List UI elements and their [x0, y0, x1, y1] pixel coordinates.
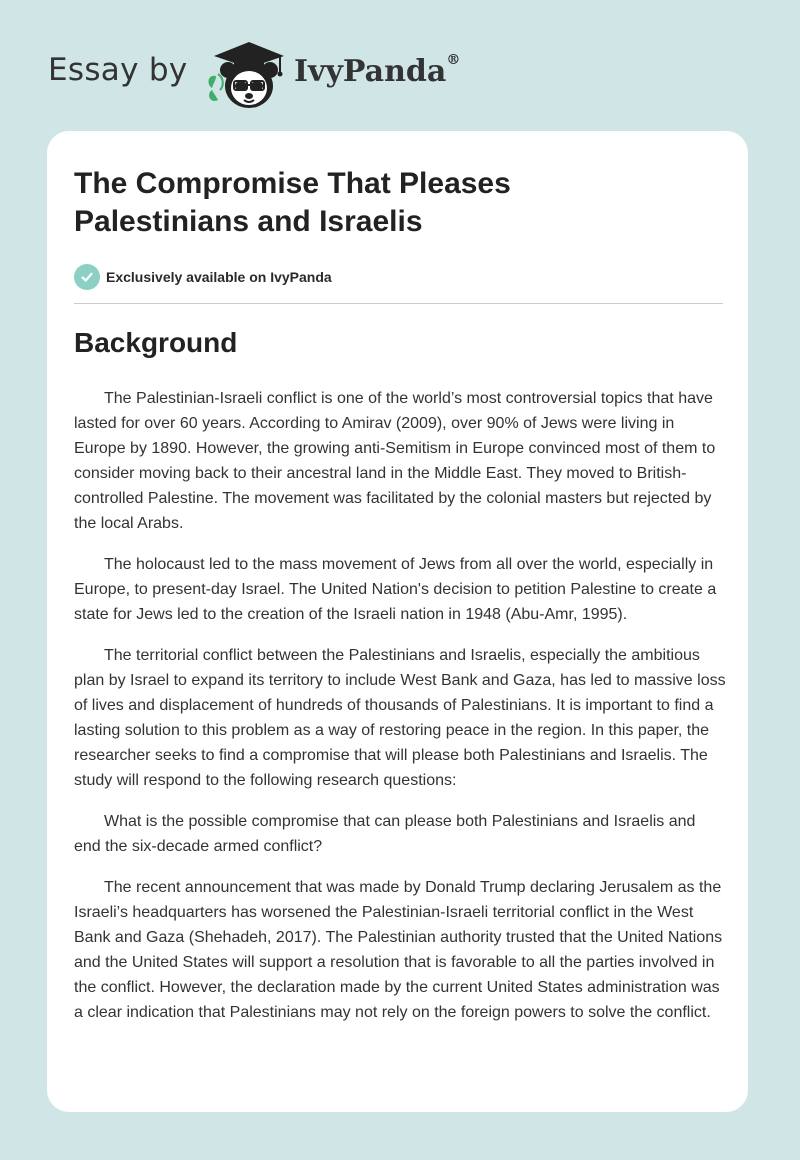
- title-divider: [74, 303, 723, 304]
- paragraph: What is the possible compromise that can please both Palestinians and Israelis and end the six-decade armed conflict?: [74, 813, 696, 855]
- exclusive-badge-label: Exclusively available on IvyPanda: [106, 269, 332, 285]
- essay-title: The Compromise That Pleases Palestinians and Israelis: [74, 167, 511, 238]
- check-icon: [74, 264, 100, 290]
- paragraph: The holocaust led to the mass movement of Jews from all over the world, especially in Europe, to present-day Israel. The United Nation's decision to petition Palestine to create a state for Jews led to the creation of the Israeli nation in 1948 (Abu-Amr, 1995).: [74, 556, 717, 623]
- paragraph: The recent announcement that was made by Donald Trump declaring Jerusalem as the Israeli’s headquarters has worsened the Palestinian-Israeli territorial conflict in the West Bank and Gaza (Shehadeh, 2017). The Palestinian authority trusted that the United Nations and the United States will support a resolution that is favorable to all the parties involved in the conflict. However, the declaration made by the current United States administration was a clear indication that Palestinians may not rely on the foreign powers to solve the conflict.: [74, 879, 723, 1021]
- site-header: [48, 30, 548, 110]
- ivypanda-wordmark[interactable]: IvyPanda®: [294, 52, 461, 89]
- section-heading-background: Background: [74, 327, 238, 358]
- paragraph: The Palestinian-Israeli conflict is one of the world’s most controversial topics that have lasted for over 60 years. According to Amirav (2009), over 90% of Jews were living in Europe by 1890. However, the growing anti-Semitism in Europe convinced most of them to consider moving back to their ancestral land in the Middle East. They moved to British-controlled Palestine. The movement was facilitated by the colonial masters but rejected by the local Arabs.: [74, 390, 716, 532]
- essay-body: [74, 386, 726, 1041]
- paragraph: The territorial conflict between the Palestinians and Israelis, especially the ambitious plan by Israel to expand its territory to include West Bank and Gaza, has led to massive loss of lives and displacement of hundreds of thousands of Palestinians. It is important to find a lasting solution to this problem as a way of restoring peace in the region. In this paper, the researcher seeks to find a compromise that will please both Palestinians and Israelis. The study will respond to the following research questions:: [74, 647, 726, 789]
- exclusive-badge: [74, 263, 332, 291]
- registered-mark: ®: [446, 52, 461, 68]
- panda-graduation-cap-logo[interactable]: [202, 34, 292, 112]
- essay-by-label: Essay by: [48, 52, 188, 88]
- essay-card: [47, 131, 748, 1112]
